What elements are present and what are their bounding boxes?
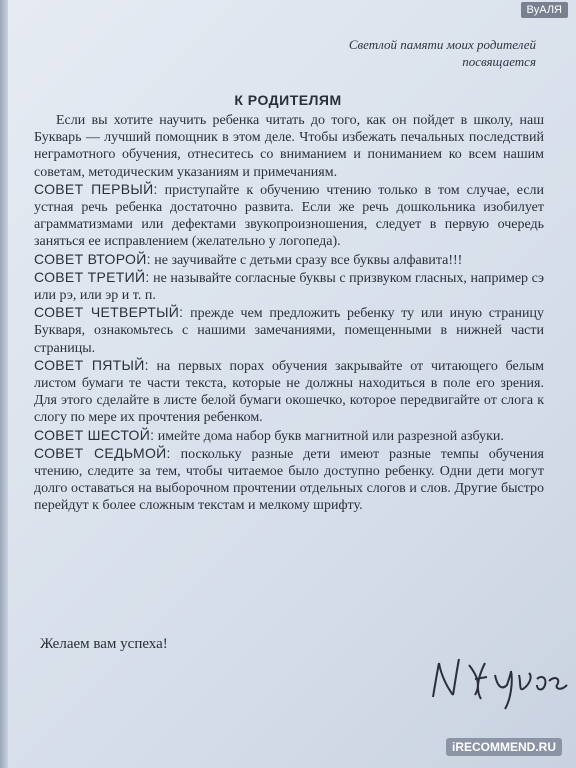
tip-heading: СОВЕТ ТРЕТИЙ: [34,268,150,285]
tip-text: на первых порах обучения закрывайте от читающего белым листом бумаги те части текста, которые не должны находиться в поле его зрения. Для этого сделайте в листе белой бумаги окошечко, которое передвигайте от слога к слогу по мере их прочтения ребенком. [34,358,545,426]
page-title: К РОДИТЕЛЯМ [234,92,342,108]
tip-text: имейте дома набор букв магнитной или разрезной азбуки. [157,428,504,444]
tip-2 [34,251,544,269]
tip-7 [34,445,544,515]
tip-text: приступайте к обучению чтению только в том случае, если устная речь ребенка достаточно развита. Если же речь дошкольника изобилует аграмматизмами или дефектами звукопроизношения, следует в первую очередь заняться ее исправлением (желательно у логопеда). [34,182,545,250]
tip-heading: СОВЕТ ВТОРОЙ: [34,250,151,267]
tip-heading: СОВЕТ ШЕСТОЙ: [34,426,155,443]
watermark-top: ВуАЛЯ [521,2,568,18]
text-body [34,112,544,515]
closing-wish: Желаем вам успеха! [40,636,168,652]
tip-heading: СОВЕТ СЕДЬМОЙ: [34,444,171,461]
tip-text: поскольку разные дети имеют разные темпы обучения чтению, следите за тем, чтобы читаемое было доступно ребенку. Одни дети могут долго оставаться на выборочном прочтении отдельных слогов и слов. Другие быстро перейдут к более сложным текстам и мелкому шрифту. [34,446,544,514]
tip-3 [34,269,544,304]
tip-text: не называйте согласные буквы с призвуком гласных, например сэ или рэ, или эр и т. п. [34,270,544,304]
tip-heading: СОВЕТ ЧЕТВЕРТЫЙ: [34,304,184,321]
tip-heading: СОВЕТ ПЕРВЫЙ: [34,180,158,197]
tip-6 [34,427,544,445]
tip-text: прежде чем предложить ребенку ту или иную страницу Букваря, ознакомьтесь с нашими замечаниями, помещенными в нижней части страницы. [34,306,544,356]
tip-heading: СОВЕТ ПЯТЫЙ: [34,356,149,373]
tip-5 [34,357,544,427]
intro-paragraph: Если вы хотите научить ребенка читать до того, как он пойдет в школу, наш Букварь — лучший помощник в этом деле. Чтобы избежать печальных последствий неграмотного обучения, отнеситесь со вниманием и пониманием ко всем нашим советам, методическим указаниям и примечаниям. [34,113,544,180]
book-spine-edge [0,0,8,768]
dedication-line-2: посвящается [462,54,536,69]
dedication [276,36,536,70]
tip-text: не заучивайте с детьми сразу все буквы алфавита!!! [154,252,463,268]
dedication-line-1: Светлой памяти моих родителей [348,37,536,52]
tip-1 [34,181,544,251]
handwritten-signature [425,645,575,715]
watermark-bottom: iRECOMMEND.RU [446,738,562,756]
tip-4 [34,304,544,357]
